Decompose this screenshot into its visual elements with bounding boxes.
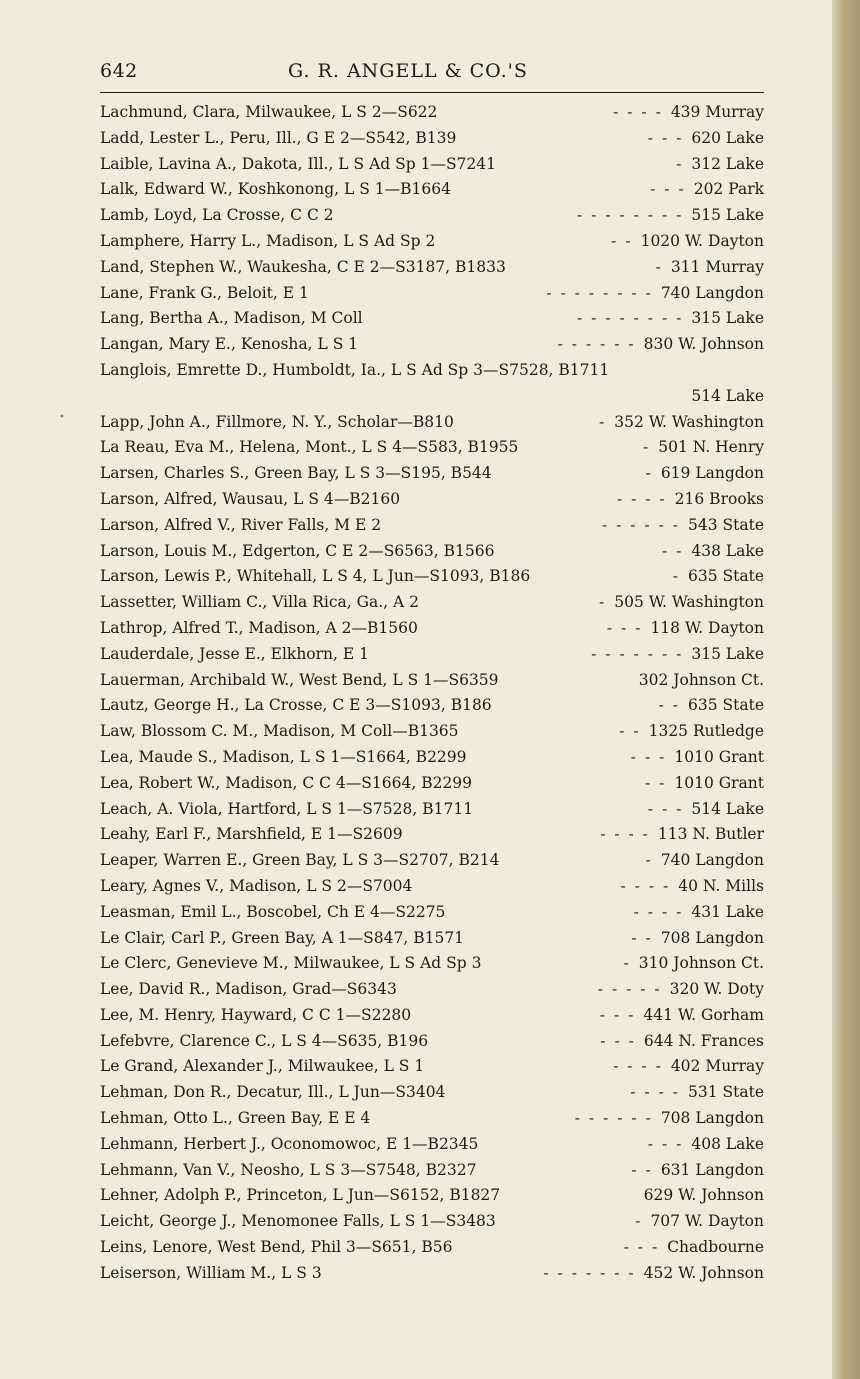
- entry-leader: - - - -: [616, 489, 667, 508]
- entry-leader: -: [598, 412, 607, 431]
- entry-text: Leaper, Warren E., Green Bay, L S 3—S2707, B214: [100, 851, 500, 870]
- directory-entry: [100, 152, 764, 178]
- entry-leader: - - - - - - - -: [546, 283, 653, 302]
- entry-address: 438 Lake: [691, 541, 764, 560]
- entry-address: 315 Lake: [691, 309, 764, 328]
- directory-entry: [100, 1132, 764, 1158]
- entry-address: 514 Lake: [691, 799, 764, 818]
- entry-address: 1325 Rutledge: [648, 722, 764, 741]
- directory-entry: [100, 358, 764, 384]
- entry-leader: - - - - - - -: [591, 644, 684, 663]
- entry-address: 113 N. Butler: [657, 825, 764, 844]
- entry-address: 830 W. Johnson: [643, 335, 764, 354]
- entry-address: 644 N. Frances: [643, 1031, 764, 1050]
- directory-entry: [100, 255, 764, 281]
- entry-address: 1020 W. Dayton: [640, 231, 764, 250]
- entry-leader: - -: [644, 773, 667, 792]
- entry-text: Ladd, Lester L., Peru, Ill., G E 2—S542, B139: [100, 128, 457, 147]
- entry-address: 118 W. Dayton: [650, 618, 764, 637]
- entry-address: 1010 Grant: [674, 773, 764, 792]
- entry-leader: - - - - - - - -: [576, 309, 684, 328]
- entry-address: 216 Brooks: [674, 489, 764, 508]
- directory-entry: [100, 1261, 764, 1287]
- entry-address: 439 Murray: [670, 103, 764, 121]
- directory-entry: [100, 126, 764, 152]
- header-rule: [100, 92, 764, 93]
- entry-leader: - -: [658, 696, 680, 715]
- directory-entry: [100, 332, 764, 358]
- directory-entry: [100, 203, 764, 229]
- directory-entry: [100, 668, 764, 694]
- directory-entry: [100, 874, 764, 900]
- entry-address: 40 N. Mills: [678, 876, 764, 895]
- entry-leader: -: [645, 464, 653, 483]
- entry-text: Lefebvre, Clarence C., L S 4—S635, B196: [100, 1031, 429, 1050]
- entry-address: 408 Lake: [691, 1134, 764, 1153]
- entry-text: La Reau, Eva M., Helena, Mont., L S 4—S583, B1955: [100, 438, 519, 457]
- entry-text: Lauerman, Archibald W., West Bend, L S 1—S6359: [100, 670, 499, 689]
- entry-address: 452 W. Johnson: [643, 1263, 764, 1282]
- entry-leader: - -: [619, 722, 641, 741]
- entry-text: Leach, A. Viola, Hartford, L S 1—S7528, B1711: [100, 799, 474, 818]
- entry-leader: - - -: [630, 747, 667, 766]
- entry-text: Lalk, Edward W., Koshkonong, L S 1—B1664: [100, 180, 451, 199]
- entry-text: Le Grand, Alexander J., Milwaukee, L S 1: [100, 1057, 425, 1076]
- entry-address: 543 State: [687, 515, 764, 534]
- running-head: G. R. ANGELL & CO.'S: [288, 60, 528, 82]
- directory-entry: [100, 590, 764, 616]
- entry-leader: - -: [661, 541, 684, 560]
- entry-address: 312 Lake: [691, 154, 764, 173]
- entry-leader: - - -: [600, 1031, 636, 1050]
- entry-text: Lassetter, William C., Villa Rica, Ga., A 2: [100, 593, 419, 612]
- entry-text: Lehmann, Herbert J., Oconomowoc, E 1—B2345: [100, 1134, 479, 1153]
- entry-text: Lamphere, Harry L., Madison, L S Ad Sp 2: [100, 231, 436, 250]
- directory-entry: [100, 951, 764, 977]
- entry-address: 635 State: [687, 567, 764, 586]
- page-number: 642: [100, 60, 138, 82]
- entry-text: Larson, Louis M., Edgerton, C E 2—S6563, B1566: [100, 541, 495, 560]
- entry-text: Lea, Robert W., Madison, C C 4—S1664, B2299: [100, 773, 473, 792]
- directory-entry: [100, 100, 764, 126]
- entry-address: 631 Langdon: [660, 1160, 764, 1179]
- directory-entry: [100, 977, 764, 1003]
- directory-entry: [100, 771, 764, 797]
- entry-text: Larson, Lewis P., Whitehall, L S 4, L Jun—S1093, B186: [100, 567, 531, 586]
- entry-text: Leicht, George J., Menomonee Falls, L S 1—S3483: [100, 1212, 496, 1231]
- entry-text: Le Clair, Carl P., Green Bay, A 1—S847, B1571: [100, 928, 465, 947]
- entry-address: 1010 Grant: [674, 747, 764, 766]
- entry-text: Leiserson, William M., L S 3: [100, 1263, 322, 1282]
- directory-entry: [100, 745, 764, 771]
- directory-entry: [100, 848, 764, 874]
- entry-address: 302 Johnson Ct.: [638, 670, 764, 689]
- entry-address: 315 Lake: [691, 644, 764, 663]
- directory-entry: [100, 229, 764, 255]
- entry-address: 311 Murray: [670, 257, 764, 276]
- entry-text: Lehman, Otto L., Green Bay, E E 4: [100, 1109, 371, 1128]
- entry-leader: - -: [631, 928, 653, 947]
- directory-entry: [100, 1235, 764, 1261]
- entry-text: Leary, Agnes V., Madison, L S 2—S7004: [100, 876, 413, 895]
- entry-address: 740 Langdon: [660, 283, 764, 302]
- entry-text: Lachmund, Clara, Milwaukee, L S 2—S622: [100, 103, 438, 121]
- directory-entry: [100, 1029, 764, 1055]
- entry-address: 619 Langdon: [660, 464, 764, 483]
- directory-entry: [100, 719, 764, 745]
- entry-address: 620 Lake: [691, 128, 764, 147]
- entry-address: 629 W. Johnson: [643, 1186, 764, 1205]
- entry-leader: - - -: [623, 1238, 660, 1257]
- directory-entry: [100, 564, 764, 590]
- entry-leader: - -: [611, 231, 633, 250]
- entry-text: Land, Stephen W., Waukesha, C E 2—S3187, B1833: [100, 257, 506, 276]
- entry-text: Lapp, John A., Fillmore, N. Y., Scholar—B810: [100, 412, 454, 431]
- entry-leader: - - - -: [630, 1083, 680, 1102]
- entry-leader: -: [672, 567, 680, 586]
- entry-address: 202 Park: [693, 180, 764, 199]
- directory-entries: [100, 100, 764, 1287]
- directory-entry: [100, 616, 764, 642]
- directory-entry: [100, 435, 764, 461]
- entry-leader: -: [645, 851, 653, 870]
- entry-leader: - -: [631, 1160, 653, 1179]
- directory-entry: [100, 797, 764, 823]
- entry-text: Lauderdale, Jesse E., Elkhorn, E 1: [100, 644, 369, 663]
- entry-text: Lehner, Adolph P., Princeton, L Jun—S6152, B1827: [100, 1186, 501, 1205]
- entry-leader: -: [676, 154, 684, 173]
- entry-leader: -: [623, 954, 631, 973]
- entry-address: 531 State: [687, 1083, 764, 1102]
- directory-entry: [100, 1003, 764, 1029]
- entry-leader: - - -: [647, 799, 684, 818]
- directory-entry: [100, 539, 764, 565]
- entry-text: Leasman, Emil L., Boscobel, Ch E 4—S2275: [100, 902, 446, 921]
- directory-entry: [100, 487, 764, 513]
- entry-address: 635 State: [687, 696, 764, 715]
- directory-entry: [100, 926, 764, 952]
- entry-leader: - - - - -: [597, 980, 662, 999]
- entry-text: Lehmann, Van V., Neosho, L S 3—S7548, B2327: [100, 1160, 477, 1179]
- directory-entry: [100, 822, 764, 848]
- entry-address-continuation: 514 Lake: [691, 386, 764, 405]
- page-header: [100, 58, 764, 88]
- entry-text: Lang, Bertha A., Madison, M Coll: [100, 309, 363, 328]
- entry-text: Laible, Lavina A., Dakota, Ill., L S Ad Sp 1—S7241: [100, 154, 497, 173]
- directory-entry: [100, 1183, 764, 1209]
- entry-address: 352 W. Washington: [614, 412, 764, 431]
- entry-leader: - - - - - -: [557, 335, 636, 354]
- directory-entry: [100, 281, 764, 307]
- entry-address: 505 W. Washington: [614, 593, 764, 612]
- entry-text: Lehman, Don R., Decatur, Ill., L Jun—S3404: [100, 1083, 446, 1102]
- entry-address: 310 Johnson Ct.: [638, 954, 764, 973]
- directory-entry: [100, 1080, 764, 1106]
- entry-address: 501 N. Henry: [658, 438, 764, 457]
- entry-text: Lea, Maude S., Madison, L S 1—S1664, B2299: [100, 747, 467, 766]
- directory-entry: [100, 177, 764, 203]
- entry-leader: -: [655, 257, 663, 276]
- entry-leader: - - - - - -: [601, 515, 680, 534]
- entry-leader: - - - -: [613, 1057, 663, 1076]
- entry-address: 402 Murray: [670, 1057, 764, 1076]
- entry-leader: - - - - - - - -: [576, 206, 684, 225]
- entry-address: 515 Lake: [691, 206, 764, 225]
- directory-entry: [100, 642, 764, 668]
- entry-leader: - - -: [599, 1005, 636, 1024]
- directory-entry: [100, 900, 764, 926]
- entry-leader: - - - - - - -: [543, 1263, 636, 1282]
- entry-leader: - - - -: [613, 103, 663, 121]
- entry-leader: - - - -: [600, 825, 650, 844]
- entry-text: Langlois, Emrette D., Humboldt, Ia., L S Ad Sp 3—S7528, B1711: [100, 360, 610, 379]
- entry-text: Lee, David R., Madison, Grad—S6343: [100, 980, 397, 999]
- entry-text: Lane, Frank G., Beloit, E 1: [100, 283, 309, 302]
- directory-entry: [100, 1209, 764, 1235]
- entry-text: Larson, Alfred, Wausau, L S 4—B2160: [100, 489, 401, 508]
- entry-text: Leins, Lenore, West Bend, Phil 3—S651, B56: [100, 1238, 453, 1257]
- entry-text: Larsen, Charles S., Green Bay, L S 3—S195, B544: [100, 464, 492, 483]
- entry-leader: -: [598, 593, 607, 612]
- entry-text: Law, Blossom C. M., Madison, M Coll—B1365: [100, 722, 459, 741]
- directory-entry: [100, 1158, 764, 1184]
- directory-entry: [100, 461, 764, 487]
- directory-entry: [100, 513, 764, 539]
- entry-address: 441 W. Gorham: [643, 1005, 764, 1024]
- entry-leader: - - -: [606, 618, 643, 637]
- entry-address: 708 Langdon: [660, 928, 764, 947]
- entry-text: Leahy, Earl F., Marshfield, E 1—S2609: [100, 825, 403, 844]
- entry-text: Lee, M. Henry, Hayward, C C 1—S2280: [100, 1005, 412, 1024]
- entry-address: 708 Langdon: [660, 1109, 764, 1128]
- directory-entry: [100, 1106, 764, 1132]
- directory-entry: [100, 306, 764, 332]
- entry-text: Lathrop, Alfred T., Madison, A 2—B1560: [100, 618, 418, 637]
- directory-entry: [100, 1054, 764, 1080]
- page-edge: [832, 0, 860, 1379]
- entry-address: 707 W. Dayton: [650, 1212, 764, 1231]
- entry-leader: -: [642, 438, 651, 457]
- entry-text: Lamb, Loyd, La Crosse, C C 2: [100, 206, 334, 225]
- entry-leader: - - -: [650, 180, 686, 199]
- entry-leader: - - -: [647, 128, 684, 147]
- entry-address: 431 Lake: [691, 902, 764, 921]
- entry-leader: -: [635, 1212, 643, 1231]
- entry-address: 740 Langdon: [660, 851, 764, 870]
- margin-mark: •: [59, 412, 65, 423]
- entry-leader: - - - -: [620, 876, 671, 895]
- entry-text: Lautz, George H., La Crosse, C E 3—S1093, B186: [100, 696, 492, 715]
- entry-leader: - - - - - -: [574, 1109, 653, 1128]
- directory-entry: [100, 693, 764, 719]
- entry-text: Larson, Alfred V., River Falls, M E 2: [100, 515, 382, 534]
- entry-address: 320 W. Doty: [669, 980, 764, 999]
- entry-leader: - - -: [647, 1134, 684, 1153]
- entry-text: Langan, Mary E., Kenosha, L S 1: [100, 335, 359, 354]
- entry-leader: - - - -: [633, 902, 684, 921]
- directory-entry: [100, 410, 764, 436]
- entry-address: Chadbourne: [667, 1238, 764, 1257]
- entry-text: Le Clerc, Genevieve M., Milwaukee, L S Ad Sp 3: [100, 954, 482, 973]
